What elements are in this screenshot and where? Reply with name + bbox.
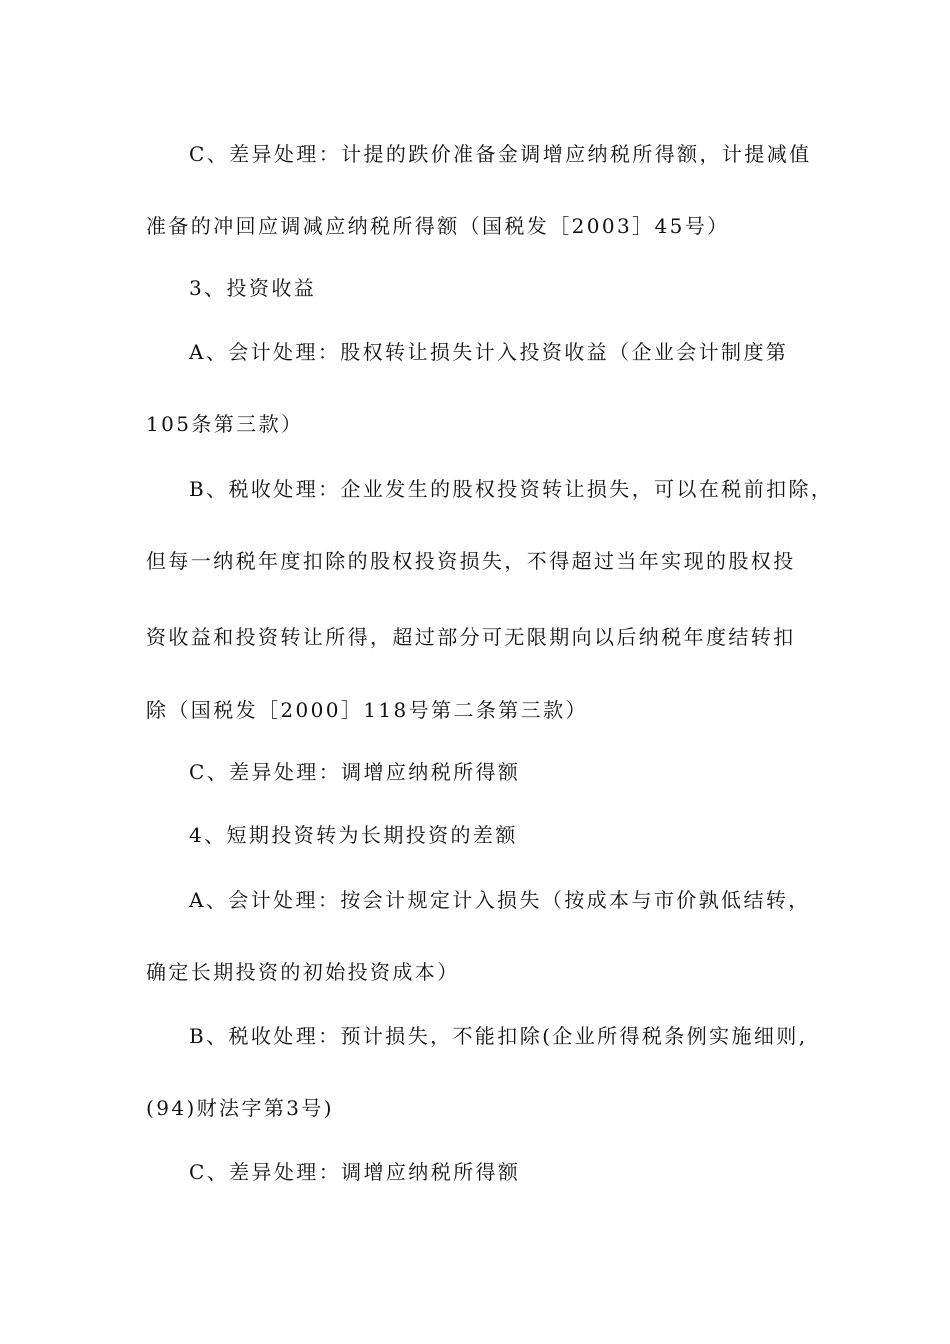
text-line: 资收益和投资转让所得，超过部分可无限期向以后纳税年度结转扣 bbox=[146, 625, 796, 649]
text-line: C、差异处理：调增应纳税所得额 bbox=[189, 760, 521, 784]
text-line: C、差异处理：计提的跌价准备金调增应纳税所得额，计提减值 bbox=[189, 142, 812, 166]
text-line: C、差异处理：调增应纳税所得额 bbox=[189, 1160, 521, 1184]
text-line: 105条第三款） bbox=[146, 412, 304, 436]
text-line: A、会计处理：股权转让损失计入投资收益（企业会计制度第 bbox=[189, 340, 789, 364]
text-line: B、税收处理：预计损失，不能扣除(企业所得税条例实施细则, bbox=[189, 1024, 808, 1048]
text-line: 准备的冲回应调减应纳税所得额（国税发［2003］45号） bbox=[146, 214, 730, 238]
text-line: 确定长期投资的初始投资成本） bbox=[146, 960, 460, 984]
text-line: (94)财法字第3号) bbox=[146, 1096, 334, 1120]
section-heading: 3、投资收益 bbox=[189, 276, 317, 300]
text-line: A、会计处理：按会计规定计入损失（按成本与市价孰低结转， bbox=[189, 888, 811, 912]
text-line: B、税收处理：企业发生的股权投资转让损失，可以在税前扣除， bbox=[189, 477, 834, 501]
text-line: 但每一纳税年度扣除的股权投资损失，不得超过当年实现的股权投 bbox=[146, 549, 796, 573]
section-heading: 4、短期投资转为长期投资的差额 bbox=[189, 823, 518, 847]
text-line: 除（国税发［2000］118号第二条第三款） bbox=[146, 698, 588, 722]
